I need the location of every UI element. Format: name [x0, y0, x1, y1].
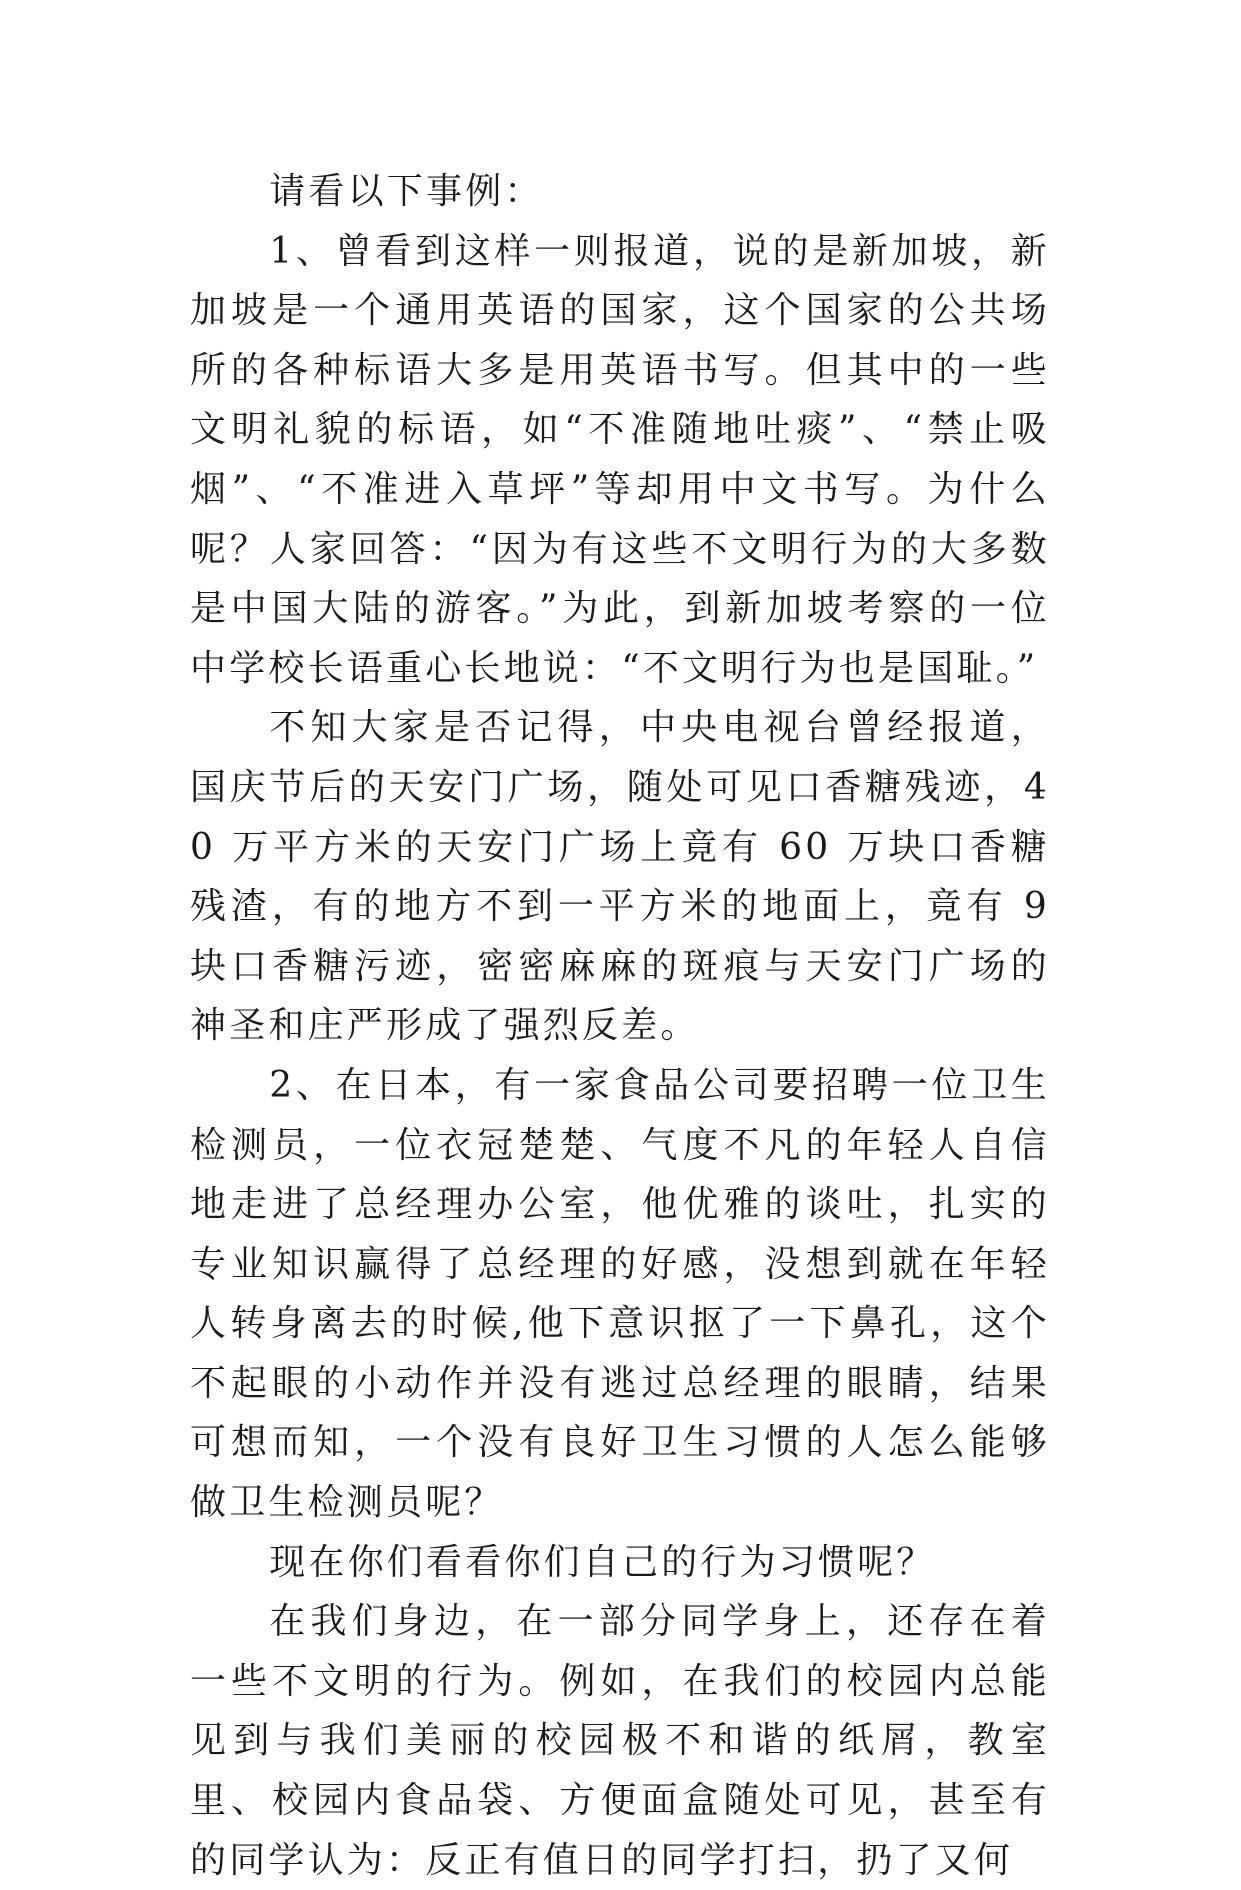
paragraph-line: 极不和谐的纸屑，教室里、校园内食品袋、方便面盒随处可 [190, 1720, 1050, 1822]
paragraph-line: 不知大家是否记得，中央电视台曾经报道，国庆节后的 [190, 707, 1050, 808]
paragraph-line: 请看以下事例： [269, 171, 544, 212]
document-body [190, 162, 1050, 1890]
paragraph-line: 什么呢？人家回答：“因为有这些不文明行为的大多数是中 [190, 468, 1051, 630]
paragraph-intro [190, 162, 1050, 222]
paragraph-campus [190, 1592, 1050, 1890]
paragraph-line: 1、曾看到这样一则报道，说的是新加坡，新加坡是一 [190, 230, 1050, 332]
paragraph-line: 没想到就在年轻人转身离去的时候,他下意识抠了一下鼻孔， [190, 1243, 1050, 1345]
paragraph-line: 的神圣和庄严形成了强烈反差。 [190, 945, 1050, 1047]
paragraph-line: 知，一个没有良好卫生习惯的人怎么能够做卫生检测员呢？ [190, 1422, 1050, 1524]
paragraph-line: 在我们身边，在一部分同学身上，还存在着一些不文明 [190, 1601, 1050, 1702]
paragraph-tiananmen [190, 698, 1050, 1056]
paragraph-line: 面上，竟有 9 块口香糖污迹，密密麻麻的斑痕与天安门广场 [190, 886, 1050, 987]
paragraph-line: 心长地说：“不文明行为也是国耻。” [425, 647, 1039, 689]
paragraph-line: 的行为。例如，在我们的校园内总能见到与我们美丽的校园 [190, 1660, 1050, 1762]
paragraph-line: 现在你们看看你们自己的行为习惯呢？ [269, 1541, 936, 1583]
paragraph-example-2 [190, 1056, 1050, 1533]
paragraph-line: 天安门广场，随处可见口香糖残迹，40 万平方米的天安门广 [190, 766, 1050, 868]
paragraph-line: 吐痰”、“禁止吸烟”、“不准进入草坪”等却用中文书写。为 [190, 409, 1050, 510]
paragraph-line: 这个不起眼的小动作并没有逃过总经理的眼睛，结果可想而 [190, 1303, 1050, 1464]
paragraph-line: 个通用英语的国家，这个国家的公共场所的各种标语大多是 [190, 290, 1050, 391]
paragraph-example-1 [190, 222, 1050, 699]
paragraph-question [190, 1533, 1050, 1593]
paragraph-line: 用英语书写。但其中的一些文明礼貌的标语，如“不准随地 [190, 349, 1050, 451]
paragraph-line: 一位衣冠楚楚、气度不凡的年轻人自信地走进了总经理办公 [190, 1124, 1050, 1226]
paragraph-line: 见，甚至有的同学认为：反正有值日的同学打扫，扔了又何 [190, 1780, 1050, 1881]
paragraph-line: 室，他优雅的谈吐，扎实的专业知识赢得了总经理的好感， [190, 1184, 1050, 1285]
paragraph-line: 场上竟有 60 万块口香糖残渣，有的地方不到一平方米的地 [190, 826, 1050, 928]
paragraph-line: 2、在日本，有一家食品公司要招聘一位卫生检测员， [190, 1064, 1050, 1166]
paragraph-line: 国大陆的游客。”为此，到新加坡考察的一位中学校长语重 [190, 588, 1050, 689]
